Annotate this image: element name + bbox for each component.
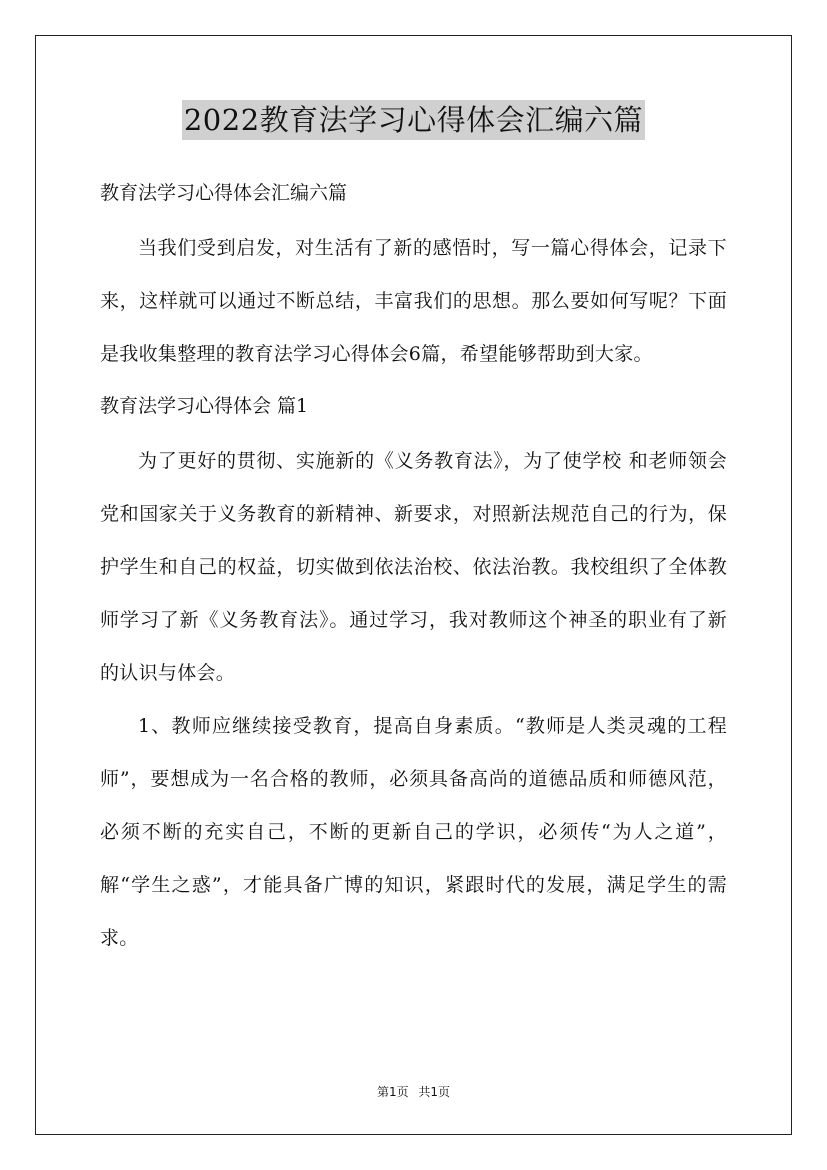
document-subtitle: 教育法学习心得体会汇编六篇 xyxy=(100,182,348,204)
section-heading: 教育法学习心得体会 篇1 xyxy=(100,395,309,417)
document-body xyxy=(100,178,727,965)
body-paragraph: 1、教师应继续接受教育，提高自身素质。“教师是人类灵魂的工程师”，要想成为一名合格的教师，必须具备高尚的道德品质和师德风范，必须不断的充实自己，不断的更新自己的学识，必须传“为人之道”，解“学生之惑”，才能具备广博的知识，紧跟时代的发展，满足学生的需求。 xyxy=(100,715,727,949)
page-footer xyxy=(0,1083,827,1100)
page-number: 第1页 xyxy=(376,1085,409,1099)
document-title: 2022教育法学习心得体会汇编六篇 xyxy=(182,100,645,140)
page-total: 共1页 xyxy=(418,1085,451,1099)
title-wrap xyxy=(0,100,827,140)
intro-paragraph: 当我们受到启发，对生活有了新的感悟时，写一篇心得体会，记录下来，这样就可以通过不断总结，丰富我们的思想。那么要如何写呢？下面是我收集整理的教育法学习心得体会6篇，希望能够帮助到大家。 xyxy=(100,237,727,365)
body-paragraph: 为了更好的贯彻、实施新的《义务教育法》，为了使学校 和老师领会党和国家关于义务教育的新精神、新要求，对照新法规范自己的行为，保护学生和自己的权益，切实做到依法治校、依法治教。我校组织了全体教师学习了新《义务教育法》。通过学习，我对教师这个神圣的职业有了新的认识与体会。 xyxy=(100,450,727,684)
